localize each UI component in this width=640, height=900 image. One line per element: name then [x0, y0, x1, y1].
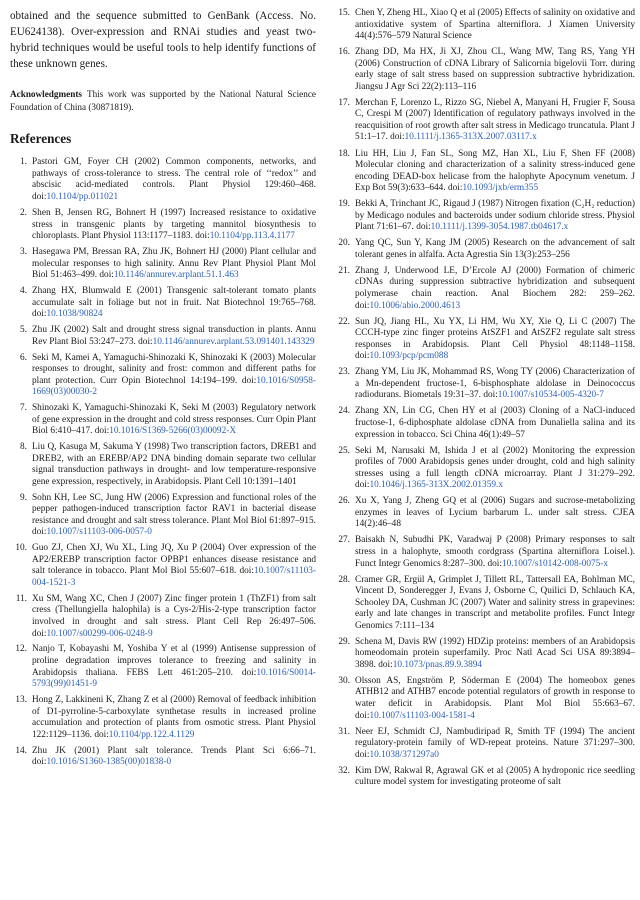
doi-link[interactable]: 10.1007/s11103-004-1521-3: [32, 566, 316, 588]
reference-text: Seki M, Kamei A, Yamaguchi-Shinozaki K, Shinozaki K (2003) Molecular responses to drought, salinity and frost: common and different paths for plant protection. Curr Opin Biotechnol 14:194–199. doi:: [32, 352, 316, 386]
reference-text: Xu X, Yang J, Zheng GQ et al (2006) Sugars and sucrose-metabolizing enzymes in leaves of Lycium barbarum L. under salt stress. CJEA 14(2):46–48: [355, 496, 635, 530]
reference-item: [333, 766, 635, 789]
reference-item: [333, 406, 635, 441]
intro-paragraph: obtained and the sequence submitted to GenBank (Access. No. EU624138). Over-expression and RNAi studies and yeast two-hybrid techniques would be useful tools to help identify functions of these unknown genes.: [10, 10, 316, 71]
reference-body: [355, 496, 635, 531]
reference-body: [355, 266, 635, 312]
doi-link[interactable]: 10.1111/j.1365-313X.2007.03117.x: [404, 132, 537, 143]
reference-body: [32, 247, 316, 282]
reference-text: Zhang XN, Lin CG, Chen HY et al (2003) Cloning of a NaCl-induced fructose-1, 6-diphosphate aldolase cDNA from Dunaliella salina and its expression in tobacco. Sci China 46(1):49–57: [355, 406, 635, 440]
references-list-left: [10, 157, 316, 768]
acknowledgments-text: This work was supported by the National Natural Science Foundation of China (30871819).: [10, 89, 316, 112]
reference-item: [10, 543, 316, 589]
reference-item: [333, 47, 635, 93]
doi-link[interactable]: 10.1007/s10142-008-0075-x: [501, 558, 609, 569]
reference-body: [32, 493, 316, 539]
reference-item: [10, 695, 316, 741]
reference-number: 9.: [20, 492, 27, 503]
reference-number: 10.: [15, 543, 27, 554]
references-heading: References: [10, 131, 72, 147]
reference-text: Shinozaki K, Yamaguchi-Shinozaki K, Seki M (2003) Regulatory network of gene expression in the drought and cold stress responses. Curr Opin Plant Biol 6:410–417. doi:: [32, 403, 316, 437]
reference-number: 26.: [338, 496, 350, 507]
reference-number: 21.: [338, 265, 350, 276]
reference-number: 13.: [15, 695, 27, 706]
reference-number: 28.: [338, 574, 350, 585]
doi-link[interactable]: 10.1146/annurev.arplant.53.091401.143329: [152, 336, 315, 347]
reference-item: [10, 403, 316, 438]
reference-body: [32, 695, 316, 741]
reference-number: 23.: [338, 367, 350, 378]
reference-body: [32, 644, 316, 690]
reference-number: 15.: [338, 8, 350, 18]
reference-item: [333, 676, 635, 722]
reference-body: [355, 199, 635, 234]
reference-body: [355, 47, 635, 93]
reference-text: Chen Y, Zheng HL, Xiao Q et al (2005) Effects of salinity on oxidative and antioxidative system of Spartina alterniflora. J Xiamen University 44(4):576–579 Natural Science: [355, 8, 635, 42]
reference-number: 25.: [338, 445, 350, 456]
reference-item: [10, 644, 316, 690]
reference-item: [333, 575, 635, 633]
reference-text: Merchan F, Lorenzo L, Rizzo SG, Niebel A, Manyani H, Frugier F, Sousa C, Crespi M (2007) Identification of regulatory pathways involved in the reacquisition of root growth after salt stress in Medicago truncatula. Plant J 51:1–17. doi:: [355, 97, 635, 143]
doi-link[interactable]: 10.1007/s11103-004-1581-4: [369, 710, 475, 721]
reference-body: [355, 8, 635, 43]
reference-number: 8.: [20, 442, 27, 453]
reference-item: [10, 353, 316, 399]
reference-number: 17.: [338, 97, 350, 108]
reference-number: 27.: [338, 535, 350, 546]
doi-link[interactable]: 10.1038/90824: [46, 309, 103, 320]
reference-item: [333, 727, 635, 762]
reference-body: [355, 766, 635, 789]
reference-number: 7.: [20, 403, 27, 414]
reference-item: [333, 496, 635, 531]
doi-link[interactable]: 10.1016/S1369-5266(03)00092-X: [109, 426, 237, 437]
reference-body: [32, 543, 316, 589]
reference-body: [32, 157, 316, 203]
reference-item: [333, 535, 635, 570]
reference-text: Sun JQ, Jiang HL, Xu YX, Li HM, Wu XY, Xie Q, Li C (2007) The CCCH-type zinc finger proteins AtSZF1 and AtSZF2 regulate salt stress responses in Arabidopsis. Plant Cell Physiol 48:1148–1158. doi:: [355, 316, 635, 362]
reference-body: [355, 149, 635, 195]
reference-text: Seki M, Narusaki M, Ishida J et al (2002) Monitoring the expression profiles of 7000 Arabidopsis genes under drought, cold and high salinity stresses using a full length cDNA microarray. Plant J 31:279–292. doi:: [355, 445, 635, 491]
doi-link[interactable]: 10.1093/jxb/erm355: [462, 183, 539, 194]
doi-link[interactable]: 10.1006/abio.2000.4613: [369, 300, 461, 311]
acknowledgments: [10, 88, 316, 113]
reference-item: [333, 238, 635, 261]
doi-link[interactable]: 10.1104/pp.113.4.1177: [209, 231, 295, 242]
reference-text: Bekki A, Trinchant JC, Rigaud J (1987) Nitrogen fixation (C₂H₂ reduction) by Medicago nodules and bacteroids under sodium chloride stress. Physiol Plant 71:61–67. doi:: [355, 199, 635, 233]
doi-link[interactable]: 10.1007/s10534-005-4320-7: [497, 390, 604, 401]
doi-link[interactable]: 10.1073/pnas.89.9.3894: [392, 659, 483, 670]
reference-item: [333, 266, 635, 312]
reference-body: [32, 325, 316, 348]
reference-item: [10, 493, 316, 539]
doi-link[interactable]: 10.1016/S0958-1669(03)00030-2: [32, 375, 316, 398]
reference-body: [32, 353, 316, 399]
reference-body: [355, 446, 635, 492]
reference-number: 12.: [15, 644, 27, 655]
reference-body: [32, 208, 316, 243]
reference-item: [333, 317, 635, 363]
left-column: [10, 8, 316, 773]
reference-text: Cramer GR, Ergül A, Grimplet J, Tillett RL, Tattersall EA, Bohlman MC, Vincent D, Sonderegger J, Evans J, Osborne C, Quilici D, Schlauch KA, Schooley DA, Cushman JC (2007) Water and salinity stress in grapevines: early and late changes in transcript and metabolite profiles. Funct Integr Genomics 7:111–134: [355, 574, 635, 631]
reference-text: Pastori GM, Foyer CH (2002) Common components, networks, and pathways of cross-tolerance to stress. The central role of ‘‘redox’’ and abscisic acid-mediated controls. Plant Physiol 129:460–468. doi:: [32, 157, 316, 203]
reference-body: [32, 403, 316, 438]
reference-text: Zhu JK (2002) Salt and drought stress signal transduction in plants. Annu Rev Plant Biol 53:247–273. doi:: [32, 325, 316, 347]
reference-item: [10, 442, 316, 488]
reference-text: Guo ZJ, Chen XJ, Wu XL, Ling JQ, Xu P (2004) Over expression of the AP2/EREBP transcription factor OPBP1 enhances disease resistance and salt tolerance in tobacco. Plant Mol Biol 55:607–618. doi:: [32, 543, 316, 577]
reference-number: 20.: [338, 238, 350, 249]
reference-number: 3.: [20, 246, 27, 257]
reference-text: Xu SM, Wang XC, Chen J (2007) Zinc finger protein 1 (ThZF1) from salt cress (Thellungiella halophila) is a Cys-2/His-2-type transcription factor involved in drought and salt stress. Plant Cell Rep 26:497–506. doi:: [32, 593, 316, 639]
reference-body: [355, 637, 635, 672]
reference-number: 31.: [338, 726, 350, 737]
doi-link[interactable]: 10.1046/j.1365-313X.2002.01359.x: [369, 480, 503, 491]
reference-number: 29.: [338, 636, 350, 647]
reference-body: [355, 406, 635, 441]
reference-body: [355, 676, 635, 722]
doi-link[interactable]: 10.1038/371297a0: [369, 749, 439, 760]
reference-body: [355, 317, 635, 363]
reference-number: 19.: [338, 199, 350, 210]
doi-link[interactable]: 10.1016/S0014-5793(99)01451-9: [32, 667, 316, 690]
reference-item: [10, 325, 316, 348]
reference-item: [10, 594, 316, 640]
reference-body: [32, 286, 316, 321]
doi-link[interactable]: 10.1007/s00299-006-0248-9: [46, 628, 153, 639]
reference-text: Baisakh N, Subudhi PK, Varadwaj P (2008) Primary responses to salt stress in a halophyte, smooth cordgrass (Spartina alterniflora Loisel.). Funct Integr Genomics 8:287–300. doi:: [355, 535, 635, 569]
reference-text: Schena M, Davis RW (1992) HDZip proteins: members of an Arabidopsis homeodomain protein superfamily. Proc Natl Acad Sci USA 89:3894–3898. doi:: [355, 636, 635, 670]
reference-text: Nanjo T, Kobayashi M, Yoshiba Y et al (1999) Antisense suppression of proline degradation improves tolerance to freezing and salinity in Arabidopsis thaliana. FEBS Lett 461:205–210. doi:: [32, 644, 316, 678]
doi-link[interactable]: 10.1093/pcp/pcm088: [369, 351, 449, 362]
doi-link[interactable]: 10.1104/pp.011021: [46, 192, 119, 203]
reference-body: [355, 98, 635, 144]
reference-number: 1.: [20, 157, 27, 168]
reference-number: 24.: [338, 406, 350, 417]
reference-text: Liu Q, Kasuga M, Sakuma Y (1998) Two transcription factors, DREB1 and DREB2, with an EREBP/AP2 DNA binding domain separate two cellular signal transduction pathways in drought- and low temperature-responsive gene expression, respectively, in Arabidopsis. Plant Cell 10:1391–1401: [32, 442, 316, 487]
reference-text: Yang QC, Sun Y, Kang JM (2005) Research on the advancement of salt tolerant genes in alfalfa. Acta Agrestia Sin 13(3):253–256: [355, 238, 635, 260]
reference-body: [32, 594, 316, 640]
doi-link[interactable]: 10.1104/pp.122.4.1129: [108, 729, 195, 740]
reference-item: [10, 746, 316, 769]
reference-text: Zhang YM, Liu JK, Mohammad RS, Wong TY (2006) Characterization of a Mn-dependent fructose-1, 6-bisphosphate aldolase in Deinococcus radiodurans. Biometals 19:31–37. doi:: [355, 367, 635, 401]
reference-item: [10, 247, 316, 282]
reference-item: [333, 8, 635, 43]
reference-text: Zhang HX, Blumwald E (2001) Transgenic salt-tolerant tomato plants accumulate salt in foliage but not in fruit. Nat Biotechnol 19:765–768. doi:: [32, 286, 316, 320]
reference-number: 30.: [338, 675, 350, 686]
reference-text: Hong Z, Lakkineni K, Zhang Z et al (2000) Removal of feedback inhibition of D1-pyrroline-5-carboxylate synthetase results in increased proline accumulation and protection of plants from osmotic stress. Plant Physiol 122:1129–1136. doi:: [32, 695, 316, 740]
reference-text: Kim DW, Rakwal R, Agrawal GK et al (2005) A hydroponic rice seedling culture model system for investigating proteome of salt: [355, 765, 635, 788]
reference-number: 18.: [338, 148, 350, 159]
reference-text: Shen B, Jensen RG, Bohnert H (1997) Increased resistance to oxidative stress in transgenic plants by targeting mannitol biosynthesis to chloroplasts. Plant Physiol 113:1177–1183. doi:: [32, 207, 316, 242]
reference-number: 22.: [338, 316, 350, 327]
reference-number: 4.: [20, 286, 27, 297]
reference-text: Hasegawa PM, Bressan RA, Zhu JK, Bohnert HJ (2000) Plant cellular and molecular responses to high salinity. Annu Rev Plant Physiol Plant Mol Biol 51:463–499. doi:: [32, 246, 316, 281]
references-list-right: [333, 8, 635, 789]
reference-text: Zhang J, Underwood LE, D’Ercole AJ (2000) Formation of chimeric cDNAs during suppression subtractive hybridization and subsequent polymerase chain reaction. Anal Biochem 282: 259–262. doi:: [355, 265, 635, 311]
reference-text: Zhang DD, Ma HX, Ji XJ, Zhou CL, Wang MW, Tang RS, Yang YH (2006) Construction of cDNA Library of Salicornia bigelovii Torr. during early stage of salt stress based on suppression subtractive hybridization. Jiangsu J Agr Sci 22(2):113–116: [355, 47, 635, 92]
reference-number: 32.: [338, 765, 350, 776]
doi-link[interactable]: 10.1146/annurev.arplant.51.1.463: [113, 270, 239, 281]
reference-number: 14.: [15, 745, 27, 756]
reference-number: 16.: [338, 47, 350, 58]
reference-number: 2.: [20, 207, 27, 218]
doi-link[interactable]: 10.1016/S1360-1385(00)01838-0: [46, 757, 172, 768]
reference-item: [10, 157, 316, 203]
reference-body: [355, 727, 635, 762]
reference-number: 11.: [15, 593, 27, 604]
reference-body: [355, 367, 635, 402]
doi-link[interactable]: 10.1007/s11103-006-0057-0: [46, 527, 152, 538]
reference-item: [333, 98, 635, 144]
reference-body: [355, 575, 635, 633]
reference-body: [355, 238, 635, 261]
reference-body: [32, 746, 316, 769]
reference-text: Zhu JK (2001) Plant salt tolerance. Trends Plant Sci 6:66–71. doi:: [32, 745, 316, 768]
reference-number: 5.: [20, 325, 27, 336]
right-column: [333, 8, 635, 793]
reference-text: Neer EJ, Schmidt CJ, Nambudiripad R, Smith TF (1994) The ancient regulatory-protein family of WD-repeat proteins. Nature 371:297–300. doi:: [355, 726, 635, 760]
reference-item: [333, 199, 635, 234]
reference-body: [32, 442, 316, 488]
reference-text: Liu HH, Liu J, Fan SL, Song MZ, Han XL, Liu F, Shen FF (2008) Molecular cloning and characterization of a salinity stress-induced gene encoding DEAD-box helicase from the halophyte Apocynum venetum. J Exp Bot 59(3):633–644. doi:: [355, 148, 635, 194]
reference-number: 6.: [20, 352, 27, 363]
reference-text: Sohn KH, Lee SC, Jung HW (2006) Expression and functional roles of the pepper pathogen-induced transcription factor RAV1 in bacterial disease resistance and drought and salt stress tolerance. Plant Mol Biol 61:897–915. doi:: [32, 492, 316, 538]
doi-link[interactable]: 10.1111/j.1399-3054.1987.tb04617.x: [430, 222, 569, 233]
reference-item: [10, 208, 316, 243]
reference-item: [333, 637, 635, 672]
reference-text: Olsson AS, Engström P, Söderman E (2004) The homeobox genes ATHB12 and ATHB7 encode potential regulators of growth in response to water deficit in Arabidopsis. Plant Mol Biol 55:663–67. doi:: [355, 675, 635, 721]
reference-item: [10, 286, 316, 321]
reference-body: [355, 535, 635, 570]
reference-item: [333, 446, 635, 492]
reference-item: [333, 149, 635, 195]
acknowledgments-label: Acknowledgments: [10, 89, 82, 100]
reference-item: [333, 367, 635, 402]
